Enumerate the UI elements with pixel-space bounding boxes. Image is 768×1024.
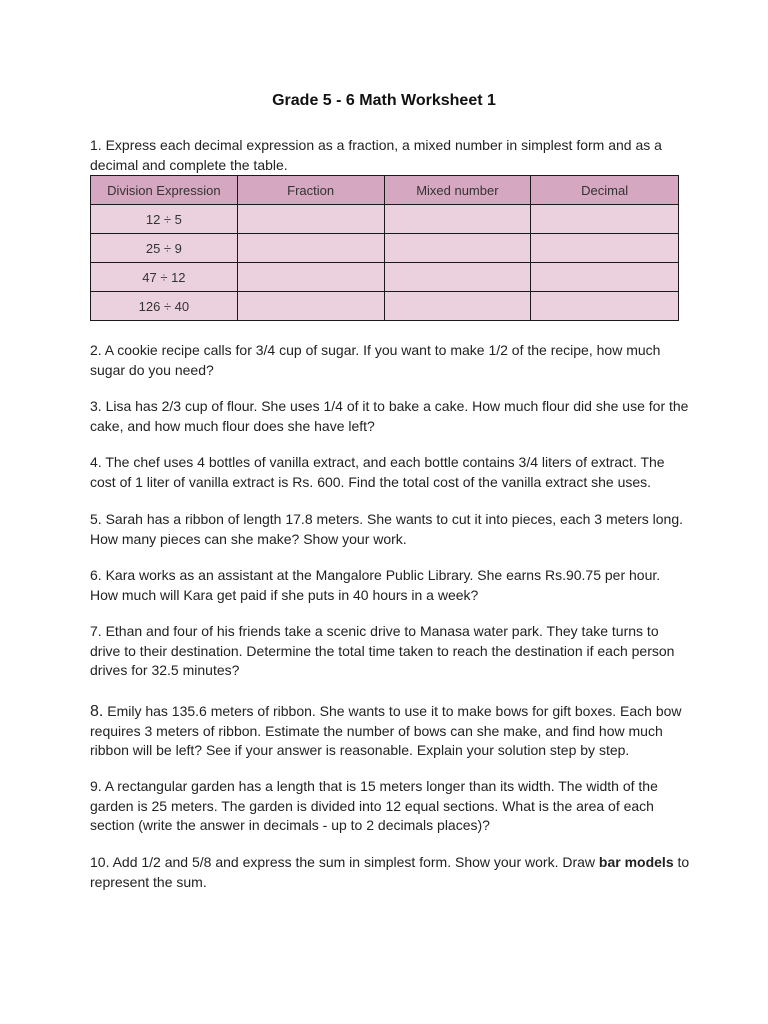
page-title: Grade 5 - 6 Math Worksheet 1 [272,92,496,109]
table-header-row [91,176,679,205]
question-10-text-end: to represent the sum. [90,854,690,890]
fraction-cell [237,234,384,263]
question-2: 2. A cookie recipe calls for 3/4 cup of sugar. If you want to make 1/2 of the recipe, how much sugar do you need? [90,342,661,378]
mixed-number-cell [384,234,531,263]
question-8-number: 8. [90,703,104,720]
question-7: 7. Ethan and four of his friends take a scenic drive to Manasa water park. They take turns to drive to their destination. Determine the total time taken to reach the destination if each person drives for 32.5 minutes? [90,623,675,678]
division-expression-cell: 47 ÷ 12 [91,263,238,292]
table-header-cell: Mixed number [384,176,531,205]
question-10 [90,853,690,892]
conversion-table [90,175,679,321]
decimal-cell [531,263,679,292]
table-header-cell: Decimal [531,176,679,205]
fraction-cell [237,205,384,234]
division-expression-cell: 126 ÷ 40 [91,292,238,321]
table-header-cell: Division Expression [91,176,238,205]
mixed-number-cell [384,263,531,292]
division-expression-cell: 25 ÷ 9 [91,234,238,263]
division-expression-cell: 12 ÷ 5 [91,205,238,234]
question-5: 5. Sarah has a ribbon of length 17.8 meters. She wants to cut it into pieces, each 3 meters long. How many pieces can she make? Show your work. [90,511,684,547]
table-row [91,205,679,234]
decimal-cell [531,205,679,234]
decimal-cell [531,234,679,263]
fraction-cell [237,292,384,321]
table-header-cell: Fraction [237,176,384,205]
question-9: 9. A rectangular garden has a length that is 15 meters longer than its width. The width of the garden is 25 meters. The garden is divided into 12 equal sections. What is the area of each section (write the answer in decimals - up to 2 decimals places)? [90,778,658,833]
table-row [91,234,679,263]
question-10-text: 10. Add 1/2 and 5/8 and express the sum in simplest form. Show your work. Draw [90,854,599,870]
question-3: 3. Lisa has 2/3 cup of flour. She uses 1/4 of it to bake a cake. How much flour did she use for the cake, and how much flour does she have left? [90,398,689,434]
question-8-text: Emily has 135.6 meters of ribbon. She wants to use it to make bows for gift boxes. Each bow requires 3 meters of ribbon. Estimate the number of bows can she make, and find how much ribbon will be left? See if your answer is reasonable. Explain your solution step by step. [90,703,682,758]
decimal-cell [531,292,679,321]
mixed-number-cell [384,205,531,234]
question-8 [90,702,690,761]
table-row [91,292,679,321]
question-4: 4. The chef uses 4 bottles of vanilla extract, and each bottle contains 3/4 liters of extract. The cost of 1 liter of vanilla extract is Rs. 600. Find the total cost of the vanilla extract she uses. [90,454,665,490]
fraction-cell [237,263,384,292]
question-10-bold-text: bar models [598,854,674,870]
mixed-number-cell [384,292,531,321]
question-1: 1. Express each decimal expression as a fraction, a mixed number in simplest form and as a decimal and complete the table. [90,137,662,173]
table-row [91,263,679,292]
question-6: 6. Kara works as an assistant at the Mangalore Public Library. She earns Rs.90.75 per hour. How much will Kara get paid if she puts in 40 hours in a week? [90,567,661,603]
